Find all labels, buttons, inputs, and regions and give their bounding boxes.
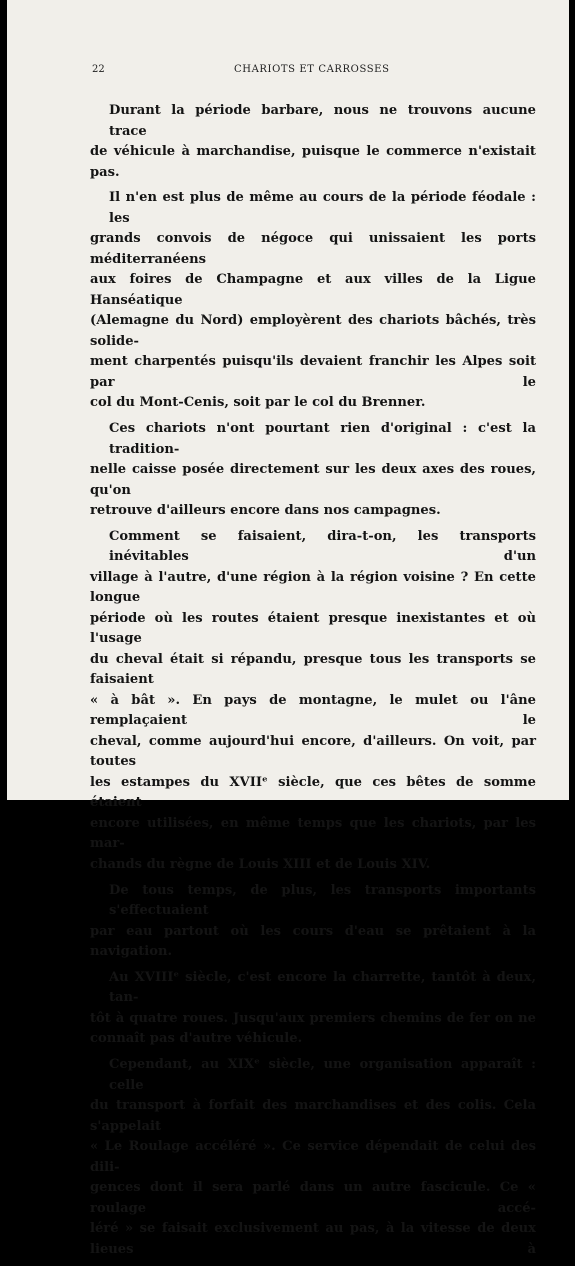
body-text bbox=[90, 101, 536, 1266]
text-line: col du Mont-Cenis, soit par le col du Brenner. bbox=[90, 395, 426, 411]
text-line: par eau partout où les cours d'eau se prêtaient à la navigation. bbox=[90, 923, 536, 960]
text-line: du cheval était si répandu, presque tous les transports se faisaient bbox=[90, 651, 536, 688]
text-line: léré » se faisait exclusivement au pas, à la vitesse de deux lieues à bbox=[90, 1221, 536, 1257]
text-line: période où les routes étaient presque inexistantes et où l'usage bbox=[90, 610, 536, 647]
page-header bbox=[92, 64, 532, 80]
text-line: (Alemagne du Nord) employèrent des chariots bâchés, très solide- bbox=[90, 313, 536, 349]
text-line: Au XVIIIᵉ siècle, c'est encore la charrette, tantôt à deux, tan- bbox=[109, 969, 536, 1006]
text-line: tôt à quatre roues. Jusqu'aux premiers chemins de fer on ne bbox=[90, 1010, 536, 1026]
running-title: CHARIOTS ET CARROSSES bbox=[234, 64, 390, 75]
book-page bbox=[7, 0, 569, 1257]
text-line: Ces chariots n'ont pourtant rien d'original : c'est la tradition- bbox=[109, 421, 536, 457]
text-line: Comment se faisaient, dira-t-on, les transports inévitables d'un bbox=[109, 528, 536, 565]
paragraph bbox=[90, 1055, 536, 1260]
text-line: « à bât ». En pays de montagne, le mulet ou l'âne remplaçaient le bbox=[90, 692, 536, 729]
page-number: 22 bbox=[92, 64, 105, 75]
paragraph bbox=[90, 101, 536, 183]
text-line: cheval, comme aujourd'hui encore, d'ailleurs. On voit, par toutes bbox=[90, 733, 536, 770]
text-line: Il n'en est plus de même au cours de la période féodale : les bbox=[109, 190, 536, 226]
paragraph bbox=[90, 419, 536, 522]
paragraph bbox=[90, 968, 536, 1050]
paragraph bbox=[90, 881, 536, 963]
text-line: aux foires de Champagne et aux villes de la Ligue Hanséatique bbox=[90, 272, 536, 308]
paragraph bbox=[90, 527, 536, 876]
text-line: « Le Roulage accéléré ». Ce service dépendait de celui des dili- bbox=[90, 1139, 536, 1175]
text-line: gences dont il sera parlé dans un autre fascicule. Ce « roulage accé- bbox=[90, 1180, 536, 1216]
text-line: retrouve d'ailleurs encore dans nos campagnes. bbox=[90, 503, 441, 519]
text-line: grands convois de négoce qui unissaient les ports méditerranéens bbox=[90, 231, 536, 267]
text-line: ment charpentés puisqu'ils devaient franchir les Alpes soit par le bbox=[90, 354, 536, 390]
text-line: village à l'autre, d'une région à la région voisine ? En cette longue bbox=[90, 569, 536, 606]
text-line: Durant la période barbare, nous ne trouvons aucune trace bbox=[109, 103, 536, 139]
text-line: Cependant, au XIXᵉ siècle, une organisation apparaît : celle bbox=[109, 1057, 536, 1093]
paragraph bbox=[90, 188, 536, 414]
text-line: encore utilisées, en même temps que les chariots, par les mar- bbox=[90, 815, 536, 852]
text-line: nelle caisse posée directement sur les deux axes des roues, qu'on bbox=[90, 462, 536, 498]
text-line: connaît pas d'autre véhicule. bbox=[90, 1031, 303, 1047]
text-line: de véhicule à marchandise, puisque le commerce n'existait pas. bbox=[90, 144, 536, 180]
text-line: du transport à forfait des marchandises et des colis. Cela s'appelait bbox=[90, 1098, 536, 1134]
text-line: De tous temps, de plus, les transports importants s'effectuaient bbox=[109, 882, 536, 919]
text-line: les estampes du XVIIᵉ siècle, que ces bêtes de somme étaient bbox=[90, 774, 536, 811]
text-line: chands du règne de Louis XIII et de Louis XIV. bbox=[90, 856, 431, 872]
